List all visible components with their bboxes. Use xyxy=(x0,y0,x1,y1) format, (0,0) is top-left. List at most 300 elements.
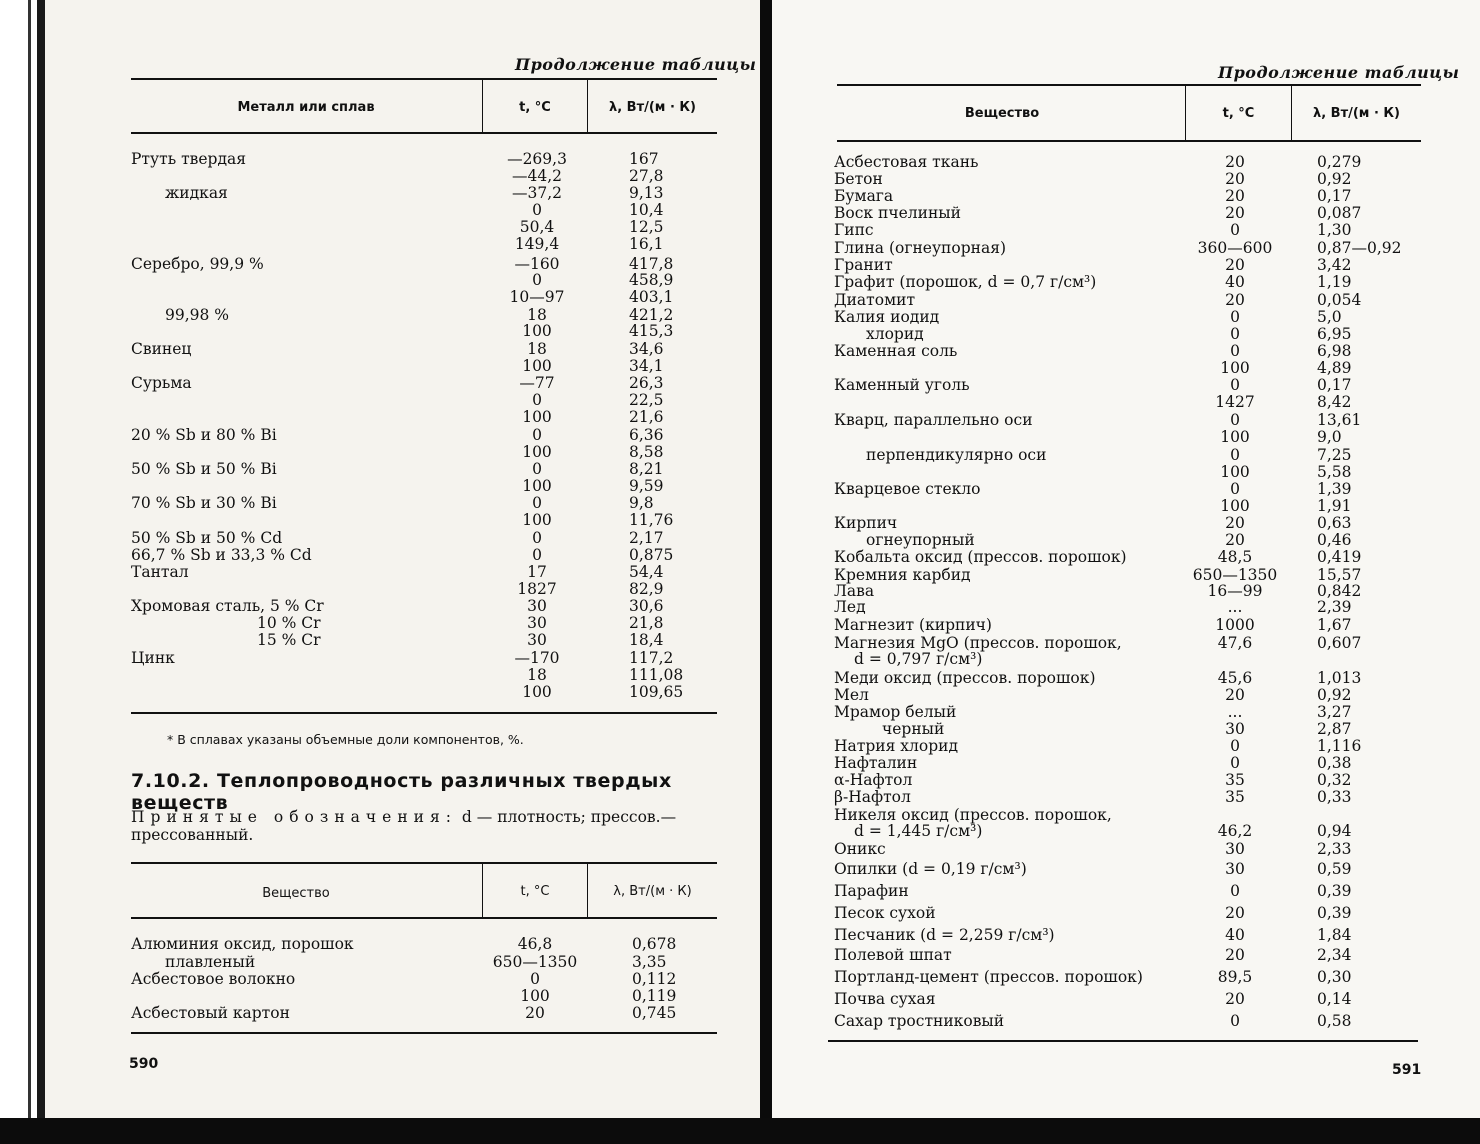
substance-name: плавленый xyxy=(165,953,256,971)
substance-name: d = 0,797 г/см³) xyxy=(854,650,983,668)
conductivity-value: 2,34 xyxy=(1317,946,1352,964)
temperature-value: 30 xyxy=(1225,860,1245,878)
conductivity-value: 2,87 xyxy=(1317,720,1352,738)
table-row xyxy=(45,1004,760,1022)
conductivity-value: 117,2 xyxy=(629,649,674,667)
header2-substance: Вещество xyxy=(262,886,330,901)
table-row xyxy=(772,548,1480,566)
table-row xyxy=(772,650,1480,668)
table-row xyxy=(772,446,1480,464)
substance-name: Никеля оксид (прессов. порошок, xyxy=(834,806,1112,824)
conductivity-value: 6,36 xyxy=(629,426,664,444)
conductivity-value: 0,279 xyxy=(1317,153,1362,171)
temperature-value: ... xyxy=(1227,703,1243,721)
temperature-value: 100 xyxy=(1220,463,1250,481)
substance-name: Кобальта оксид (прессов. порошок) xyxy=(834,548,1127,566)
temperature-value: —44,2 xyxy=(511,167,562,185)
temperature-value: 100 xyxy=(522,477,552,495)
temperature-value: 1000 xyxy=(1215,616,1255,634)
temperature-value: —160 xyxy=(514,255,560,273)
table-row xyxy=(772,788,1480,806)
temperature-value: 1827 xyxy=(517,580,557,598)
substance-name: Магнезия MgO (прессов. порошок, xyxy=(834,634,1122,652)
header-conductivity: λ, Вт/(м · К) xyxy=(1312,106,1400,121)
table-row xyxy=(45,150,760,168)
conductivity-value: 5,58 xyxy=(1317,463,1352,481)
temperature-value: 100 xyxy=(1220,359,1250,377)
table-row xyxy=(45,970,760,988)
conductivity-value: 458,9 xyxy=(629,271,674,289)
conductivity-value: 3,27 xyxy=(1317,703,1352,721)
table2-header-rule xyxy=(131,917,717,919)
conductivity-value: 1,30 xyxy=(1317,221,1352,239)
conductivity-value: 0,92 xyxy=(1317,170,1352,188)
table-row xyxy=(772,187,1480,205)
table-row xyxy=(772,239,1480,257)
table-row xyxy=(772,273,1480,291)
header-substance: Металл или сплав xyxy=(237,100,375,115)
table-row xyxy=(772,256,1480,274)
table-row xyxy=(45,563,760,581)
temperature-value: 89,5 xyxy=(1217,968,1253,986)
page-number: 590 xyxy=(129,1056,159,1072)
page-number: 591 xyxy=(1392,1062,1422,1078)
temperature-value: 35 xyxy=(1225,771,1245,789)
temperature-value: 46,8 xyxy=(517,935,553,953)
conductivity-value: 11,76 xyxy=(629,511,674,529)
table-row xyxy=(45,340,760,358)
table-row xyxy=(45,374,760,392)
conductivity-value: 0,607 xyxy=(1317,634,1362,652)
substance-name: черный xyxy=(882,720,945,738)
substance-name: Асбестовое волокно xyxy=(131,970,296,988)
temperature-value: 100 xyxy=(522,322,552,340)
table-top-rule xyxy=(131,78,717,80)
substance-name: Почва сухая xyxy=(834,990,936,1008)
temperature-value: 0 xyxy=(1230,221,1240,239)
table-row xyxy=(45,443,760,461)
conductivity-value: 0,875 xyxy=(629,546,674,564)
substance-name: 70 % Sb и 30 % Bi xyxy=(131,494,277,512)
substance-name: Свинец xyxy=(131,340,192,358)
temperature-value: 20 xyxy=(1225,531,1245,549)
table-row xyxy=(772,170,1480,188)
substance-name: Диатомит xyxy=(834,291,916,309)
table-row xyxy=(45,477,760,495)
table-row xyxy=(45,614,760,632)
temperature-value: 30 xyxy=(527,631,547,649)
temperature-value: 0 xyxy=(1230,480,1240,498)
substance-name: Асбестовый картон xyxy=(131,1004,290,1022)
substance-name: Меди оксид (прессов. порошок) xyxy=(834,669,1096,687)
temperature-value: 0 xyxy=(532,546,542,564)
substance-name: Гипс xyxy=(834,221,874,239)
substance-name: α-Нафтол xyxy=(834,771,913,789)
table-row xyxy=(772,598,1480,616)
substance-name: Натрия хлорид xyxy=(834,737,959,755)
temperature-value: 0 xyxy=(1230,376,1240,394)
substance-name: Мрамор белый xyxy=(834,703,957,721)
table-row xyxy=(772,480,1480,498)
table-row xyxy=(772,860,1480,878)
substance-name: огнеупорный xyxy=(866,531,975,549)
substance-name: Песок сухой xyxy=(834,904,936,922)
conductivity-value: 7,25 xyxy=(1317,446,1352,464)
temperature-value: 50,4 xyxy=(519,218,555,236)
table-row xyxy=(772,1012,1480,1030)
temperature-value: 40 xyxy=(1225,926,1245,944)
substance-name: Каменная соль xyxy=(834,342,958,360)
table-row xyxy=(772,686,1480,704)
table-row xyxy=(45,426,760,444)
substance-name: перпендикулярно оси xyxy=(866,446,1047,464)
temperature-value: 20 xyxy=(1225,170,1245,188)
temperature-value: 20 xyxy=(1225,256,1245,274)
conductivity-value: 12,5 xyxy=(629,218,664,236)
conductivity-value: 2,39 xyxy=(1317,598,1352,616)
temperature-value: —170 xyxy=(514,649,560,667)
temperature-value: 100 xyxy=(1220,497,1250,515)
conductivity-value: 22,5 xyxy=(629,391,664,409)
temperature-value: 30 xyxy=(527,614,547,632)
table-row xyxy=(772,882,1480,900)
notation-text: d — плотность; прессов.— прессованный. xyxy=(131,808,677,844)
temperature-value: 100 xyxy=(522,511,552,529)
conductivity-value: 34,6 xyxy=(629,340,664,358)
table-header-rule xyxy=(131,132,717,134)
temperature-value: 0 xyxy=(532,201,542,219)
temperature-value: 20 xyxy=(1225,153,1245,171)
header2-conductivity: λ, Вт/(м · К) xyxy=(613,884,692,899)
substance-name: Лава xyxy=(834,582,875,600)
substance-name: Нафталин xyxy=(834,754,918,772)
temperature-value: —269,3 xyxy=(507,150,567,168)
table-row xyxy=(772,359,1480,377)
substance-name: Опилки (d = 0,19 г/см³) xyxy=(834,860,1027,878)
conductivity-value: 0,32 xyxy=(1317,771,1352,789)
temperature-value: 0 xyxy=(1230,1012,1240,1030)
conductivity-value: 16,1 xyxy=(629,235,664,253)
table-row xyxy=(772,737,1480,755)
temperature-value: 1427 xyxy=(1215,393,1255,411)
temperature-value: ... xyxy=(1227,598,1243,616)
temperature-value: 18 xyxy=(527,340,547,358)
temperature-value: 100 xyxy=(522,443,552,461)
footnote: * В сплавах указаны объемные доли компонентов, %. xyxy=(167,732,524,747)
substance-name: Кварцевое стекло xyxy=(834,480,981,498)
substance-name: 99,98 % xyxy=(165,306,230,324)
temperature-value: 0 xyxy=(1230,882,1240,900)
substance-name: Серебро, 99,9 % xyxy=(131,255,264,273)
table-row xyxy=(772,904,1480,922)
temperature-value: 47,6 xyxy=(1217,634,1253,652)
conductivity-value: 0,59 xyxy=(1317,860,1352,878)
table-row xyxy=(772,669,1480,687)
conductivity-value: 8,58 xyxy=(629,443,664,461)
book-binding-edge xyxy=(0,0,44,1144)
table-row xyxy=(45,683,760,701)
temperature-value: 650—1350 xyxy=(492,953,578,971)
table-row xyxy=(772,463,1480,481)
temperature-value: 360—600 xyxy=(1197,239,1273,257)
conductivity-value: 417,8 xyxy=(629,255,674,273)
conductivity-value: 82,9 xyxy=(629,580,664,598)
substance-name: Алюминия оксид, порошок xyxy=(131,935,354,953)
conductivity-value: 0,119 xyxy=(632,987,677,1005)
substance-name: Ртуть твердая xyxy=(131,150,247,168)
table-row xyxy=(772,946,1480,964)
temperature-value: 100 xyxy=(520,987,550,1005)
table-row xyxy=(772,308,1480,326)
conductivity-value: 0,745 xyxy=(632,1004,677,1022)
substance-name: 10 % Cr xyxy=(257,614,321,632)
conductivity-value: 2,33 xyxy=(1317,840,1352,858)
table-row xyxy=(772,616,1480,634)
temperature-value: 0 xyxy=(532,494,542,512)
substance-name: Бетон xyxy=(834,170,883,188)
substance-name: Оникс xyxy=(834,840,886,858)
table-row xyxy=(45,460,760,478)
temperature-value: 20 xyxy=(1225,946,1245,964)
conductivity-value: 167 xyxy=(629,150,659,168)
substance-name: Лед xyxy=(834,598,866,616)
conductivity-value: 0,92 xyxy=(1317,686,1352,704)
conductivity-value: 5,0 xyxy=(1317,308,1342,326)
conductivity-value: 15,57 xyxy=(1317,566,1362,584)
temperature-value: 35 xyxy=(1225,788,1245,806)
substance-name: Тантал xyxy=(131,563,189,581)
conductivity-value: 0,87—0,92 xyxy=(1317,239,1402,257)
temperature-value: 48,5 xyxy=(1217,548,1253,566)
temperature-value: 0 xyxy=(532,426,542,444)
continuation-label: Продолжение таблицы xyxy=(1218,63,1460,82)
substance-name: 20 % Sb и 80 % Bi xyxy=(131,426,277,444)
header-substance: Вещество xyxy=(964,106,1040,121)
temperature-value: 20 xyxy=(1225,204,1245,222)
substance-name: Асбестовая ткань xyxy=(834,153,979,171)
table-row xyxy=(45,235,760,253)
substance-name: Каменный уголь xyxy=(834,376,970,394)
table-row xyxy=(45,511,760,529)
conductivity-value: 18,4 xyxy=(629,631,664,649)
temperature-value: 100 xyxy=(522,357,552,375)
conductivity-value: 0,17 xyxy=(1317,376,1352,394)
conductivity-value: 1,19 xyxy=(1317,273,1352,291)
conductivity-value: 111,08 xyxy=(629,666,684,684)
temperature-value: 0 xyxy=(532,271,542,289)
table-row xyxy=(45,322,760,340)
conductivity-value: 21,8 xyxy=(629,614,664,632)
table-row xyxy=(45,201,760,219)
temperature-value: 17 xyxy=(527,563,547,581)
conductivity-value: 0,58 xyxy=(1317,1012,1352,1030)
conductivity-value: 0,054 xyxy=(1317,291,1362,309)
conductivity-value: 0,842 xyxy=(1317,582,1362,600)
table-row xyxy=(772,376,1480,394)
scan-bottom-edge xyxy=(0,1118,1480,1144)
header-temperature: t, °C xyxy=(519,100,551,115)
temperature-value: 0 xyxy=(532,460,542,478)
conductivity-value: 1,84 xyxy=(1317,926,1352,944)
substance-name: Гранит xyxy=(834,256,893,274)
substance-name: 15 % Cr xyxy=(257,631,321,649)
table-row xyxy=(45,167,760,185)
table-bottom-rule xyxy=(828,1040,1418,1042)
substance-name: Парафин xyxy=(834,882,909,900)
table-row xyxy=(45,184,760,202)
conductivity-value: 0,087 xyxy=(1317,204,1362,222)
table-row xyxy=(45,580,760,598)
conductivity-value: 21,6 xyxy=(629,408,664,426)
table-row xyxy=(772,497,1480,515)
temperature-value: 46,2 xyxy=(1217,822,1253,840)
temperature-value: 20 xyxy=(1225,686,1245,704)
table-row xyxy=(772,325,1480,343)
conductivity-value: 0,39 xyxy=(1317,882,1352,900)
table-row xyxy=(45,271,760,289)
header2-temperature: t, °C xyxy=(520,884,550,899)
conductivity-value: 9,13 xyxy=(629,184,664,202)
conductivity-value: 10,4 xyxy=(629,201,664,219)
table-row xyxy=(772,428,1480,446)
conductivity-value: 3,35 xyxy=(632,953,667,971)
conductivity-value: 54,4 xyxy=(629,563,664,581)
table-row xyxy=(45,597,760,615)
table-row xyxy=(45,666,760,684)
table-row xyxy=(45,987,760,1005)
table-row xyxy=(772,393,1480,411)
substance-name: Калия иодид xyxy=(834,308,940,326)
temperature-value: 100 xyxy=(522,683,552,701)
conductivity-value: 421,2 xyxy=(629,306,674,324)
table-row xyxy=(772,822,1480,840)
temperature-value: 0 xyxy=(1230,446,1240,464)
table-bottom-rule xyxy=(131,712,717,714)
temperature-value: 30 xyxy=(1225,720,1245,738)
temperature-value: 30 xyxy=(527,597,547,615)
temperature-value: 0 xyxy=(1230,342,1240,360)
substance-name: хлорид xyxy=(866,325,924,343)
conductivity-value: 1,39 xyxy=(1317,480,1352,498)
conductivity-value: 9,8 xyxy=(629,494,654,512)
page-left xyxy=(45,0,760,1118)
conductivity-value: 0,112 xyxy=(632,970,677,988)
table2-top-rule xyxy=(131,862,717,864)
conductivity-value: 0,17 xyxy=(1317,187,1352,205)
table-row xyxy=(45,935,760,953)
temperature-value: 0 xyxy=(1230,308,1240,326)
page-right xyxy=(772,0,1480,1118)
continuation-label: Продолжение таблицы xyxy=(515,55,757,74)
conductivity-value: 109,65 xyxy=(629,683,684,701)
temperature-value: 45,6 xyxy=(1217,669,1253,687)
conductivity-value: 0,33 xyxy=(1317,788,1352,806)
conductivity-value: 0,38 xyxy=(1317,754,1352,772)
substance-name: Полевой шпат xyxy=(834,946,952,964)
temperature-value: —37,2 xyxy=(511,184,562,202)
conductivity-value: 0,419 xyxy=(1317,548,1362,566)
conductivity-value: 3,42 xyxy=(1317,256,1352,274)
table-row xyxy=(45,494,760,512)
substance-name: β-Нафтол xyxy=(834,788,911,806)
section-title: 7.10.2. Теплопроводность различных твердых веществ xyxy=(131,770,672,814)
temperature-value: 149,4 xyxy=(514,235,560,253)
substance-name: Портланд-цемент (прессов. порошок) xyxy=(834,968,1143,986)
substance-name: жидкая xyxy=(165,184,228,202)
table-row xyxy=(45,408,760,426)
conductivity-value: 6,98 xyxy=(1317,342,1352,360)
table-row xyxy=(772,703,1480,721)
conductivity-value: 0,46 xyxy=(1317,531,1352,549)
table-row xyxy=(772,990,1480,1008)
temperature-value: 18 xyxy=(527,666,547,684)
temperature-value: 20 xyxy=(1225,187,1245,205)
table-row xyxy=(45,218,760,236)
table-row xyxy=(45,631,760,649)
substance-name: Графит (порошок, d = 0,7 г/см³) xyxy=(834,273,1097,291)
table-row xyxy=(772,531,1480,549)
conductivity-value: 0,63 xyxy=(1317,514,1352,532)
table-row xyxy=(772,840,1480,858)
temperature-value: —77 xyxy=(519,374,555,392)
table-row xyxy=(45,529,760,547)
table-row xyxy=(772,514,1480,532)
temperature-value: 10—97 xyxy=(509,288,565,306)
temperature-value: 20 xyxy=(1225,291,1245,309)
table-row xyxy=(772,342,1480,360)
conductivity-value: 0,30 xyxy=(1317,968,1352,986)
substance-name: Бумага xyxy=(834,187,894,205)
table-row xyxy=(772,411,1480,429)
temperature-value: 0 xyxy=(1230,754,1240,772)
conductivity-value: 1,013 xyxy=(1317,669,1362,687)
substance-name: Кварц, параллельно оси xyxy=(834,411,1033,429)
temperature-value: 0 xyxy=(1230,737,1240,755)
table-row xyxy=(772,968,1480,986)
book-gutter xyxy=(760,0,772,1144)
conductivity-value: 34,1 xyxy=(629,357,664,375)
table-top-rule xyxy=(837,84,1421,86)
table-row xyxy=(772,926,1480,944)
conductivity-value: 6,95 xyxy=(1317,325,1352,343)
substance-name: 50 % Sb и 50 % Cd xyxy=(131,529,283,547)
conductivity-value: 13,61 xyxy=(1317,411,1362,429)
table-row xyxy=(45,649,760,667)
temperature-value: 18 xyxy=(527,306,547,324)
conductivity-value: 1,116 xyxy=(1317,737,1362,755)
substance-name: Цинк xyxy=(131,649,175,667)
table-row xyxy=(772,720,1480,738)
temperature-value: 0 xyxy=(1230,325,1240,343)
temperature-value: 100 xyxy=(1220,428,1250,446)
conductivity-value: 9,59 xyxy=(629,477,664,495)
temperature-value: 20 xyxy=(1225,514,1245,532)
substance-name: Воск пчелиный xyxy=(834,204,961,222)
conductivity-value: 4,89 xyxy=(1317,359,1352,377)
conductivity-value: 8,21 xyxy=(629,460,664,478)
table-row xyxy=(772,754,1480,772)
conductivity-value: 2,17 xyxy=(629,529,664,547)
conductivity-value: 30,6 xyxy=(629,597,664,615)
conductivity-value: 26,3 xyxy=(629,374,664,392)
temperature-value: 16—99 xyxy=(1207,582,1263,600)
header-conductivity: λ, Вт/(м · К) xyxy=(608,100,696,115)
table-row xyxy=(772,204,1480,222)
conductivity-value: 27,8 xyxy=(629,167,664,185)
table-row xyxy=(45,288,760,306)
notation-paragraph xyxy=(131,808,721,844)
table-header-rule xyxy=(837,140,1421,142)
